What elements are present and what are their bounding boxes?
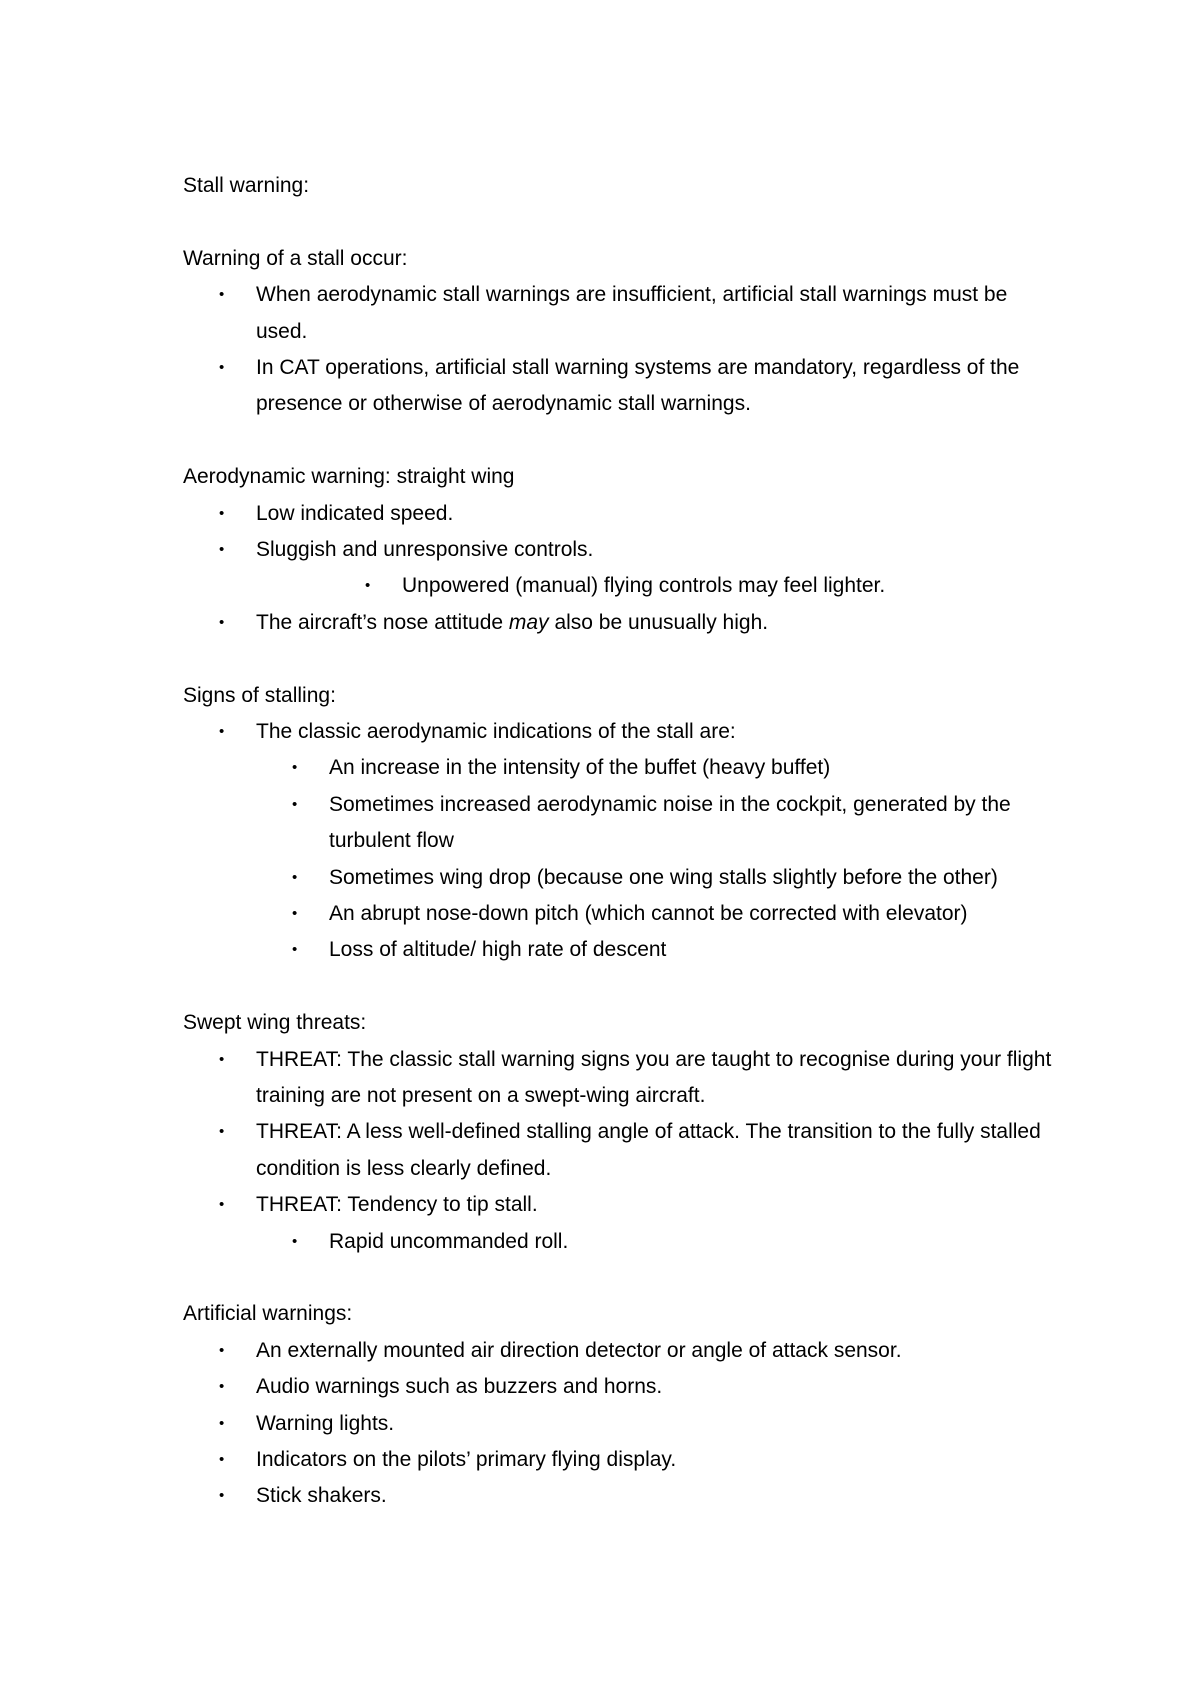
sub-list-item <box>183 932 1063 968</box>
bullet-icon: • <box>219 1196 225 1214</box>
list-item <box>183 1333 1063 1369</box>
list-item <box>183 714 1063 750</box>
bullet-icon: • <box>292 795 298 813</box>
bullet-icon: • <box>219 1414 225 1432</box>
sub-list-item <box>183 568 1063 604</box>
sub-list-item <box>183 750 1063 786</box>
list-artificial-warnings <box>183 1333 1063 1515</box>
heading-signs-of-stalling: Signs of stalling: <box>183 683 336 707</box>
bullet-icon: • <box>219 1050 225 1068</box>
list-item <box>183 1042 1063 1115</box>
heading-artificial-warnings: Artificial warnings: <box>183 1302 353 1326</box>
list-item <box>183 496 1063 532</box>
bullet-icon: • <box>219 1341 225 1359</box>
heading-stall-warning: Stall warning: <box>183 174 310 197</box>
sub-list-item <box>183 896 1063 932</box>
list-item-text: An abrupt nose-down pitch (which cannot be corrected with elevator) <box>329 902 968 926</box>
list-item-text: In CAT operations, artificial stall warning systems are mandatory, regardless of the presence or otherwise of aerodynamic stall warnings. <box>256 355 1020 416</box>
list-aerodynamic-warning <box>183 496 1063 642</box>
list-item-text: Stick shakers. <box>256 1484 387 1508</box>
list-item <box>183 277 1063 350</box>
sub-list-item <box>183 1224 1063 1260</box>
spacer <box>183 641 1063 677</box>
spacer <box>183 1260 1063 1296</box>
list-item-text: An increase in the intensity of the buffet (heavy buffet) <box>329 756 831 780</box>
bullet-icon: • <box>292 905 298 923</box>
heading-warning-of-stall: Warning of a stall occur: <box>183 246 408 270</box>
list-signs-of-stalling <box>183 714 1063 969</box>
list-item-text: THREAT: Tendency to tip stall. <box>256 1193 538 1217</box>
bullet-icon: • <box>219 504 225 522</box>
list-item <box>183 532 1063 568</box>
list-item-text: Audio warnings such as buzzers and horns. <box>256 1375 663 1399</box>
list-item-text: Low indicated speed. <box>256 501 454 525</box>
list-warning-of-stall <box>183 277 1063 423</box>
list-item-text-before: The aircraft’s nose attitude <box>256 610 509 634</box>
heading-aerodynamic-warning: Aerodynamic warning: straight wing <box>183 465 515 489</box>
list-item-text: When aerodynamic stall warnings are insufficient, artificial stall warnings must be used. <box>256 283 1008 343</box>
bullet-icon: • <box>292 941 298 959</box>
bullet-icon: • <box>292 1232 298 1250</box>
spacer <box>183 969 1063 1005</box>
list-item-emphasis: may <box>508 610 549 634</box>
list-item-text: THREAT: A less well-defined stalling angle of attack. The transition to the fully stalled condition is less clearly defined. <box>256 1120 1041 1180</box>
spacer <box>183 423 1063 459</box>
list-item-text: An externally mounted air direction detector or angle of attack sensor. <box>256 1338 902 1362</box>
list-item <box>183 350 1063 423</box>
heading-swept-wing-threats: Swept wing threats: <box>183 1011 367 1035</box>
bullet-icon: • <box>365 577 371 595</box>
bullet-icon: • <box>292 759 298 777</box>
bullet-icon: • <box>219 613 225 631</box>
list-swept-wing-threats <box>183 1042 1063 1260</box>
list-item <box>183 1442 1063 1478</box>
list-item-text: Indicators on the pilots’ primary flying display. <box>256 1448 677 1472</box>
list-item-text: Rapid uncommanded roll. <box>329 1229 569 1253</box>
list-item <box>183 1406 1063 1442</box>
bullet-icon: • <box>219 1123 225 1141</box>
list-item-text: Sometimes increased aerodynamic noise in the cockpit, generated by the turbulent flow <box>329 792 1011 853</box>
list-item-text: Warning lights. <box>256 1411 395 1435</box>
bullet-icon: • <box>219 286 225 304</box>
list-item <box>183 605 1063 641</box>
sub-list-item <box>183 787 1063 860</box>
list-item-text: Loss of altitude/ high rate of descent <box>329 938 667 962</box>
list-item-text: Sometimes wing drop (because one wing stalls slightly before the other) <box>329 865 998 889</box>
bullet-icon: • <box>219 1451 225 1469</box>
bullet-icon: • <box>292 868 298 886</box>
list-item-text-after: also be unusually high. <box>548 610 769 634</box>
list-item-text: THREAT: The classic stall warning signs you are taught to recognise during your flight training are not present on a swept-wing aircraft. <box>256 1047 1052 1108</box>
bullet-icon: • <box>219 540 225 558</box>
list-item-text: Unpowered (manual) flying controls may feel lighter. <box>402 574 886 598</box>
list-item-text: The classic aerodynamic indications of the stall are: <box>256 719 736 743</box>
bullet-icon: • <box>219 1487 225 1505</box>
list-item <box>183 1478 1063 1514</box>
list-item <box>183 1369 1063 1405</box>
spacer <box>183 204 1063 240</box>
list-item <box>183 1114 1063 1187</box>
bullet-icon: • <box>219 1378 225 1396</box>
list-item-text: Sluggish and unresponsive controls. <box>256 537 594 561</box>
list-item <box>183 1187 1063 1223</box>
bullet-icon: • <box>219 358 225 376</box>
bullet-icon: • <box>219 722 225 740</box>
document-page <box>183 168 1063 1515</box>
sub-list-item <box>183 860 1063 896</box>
